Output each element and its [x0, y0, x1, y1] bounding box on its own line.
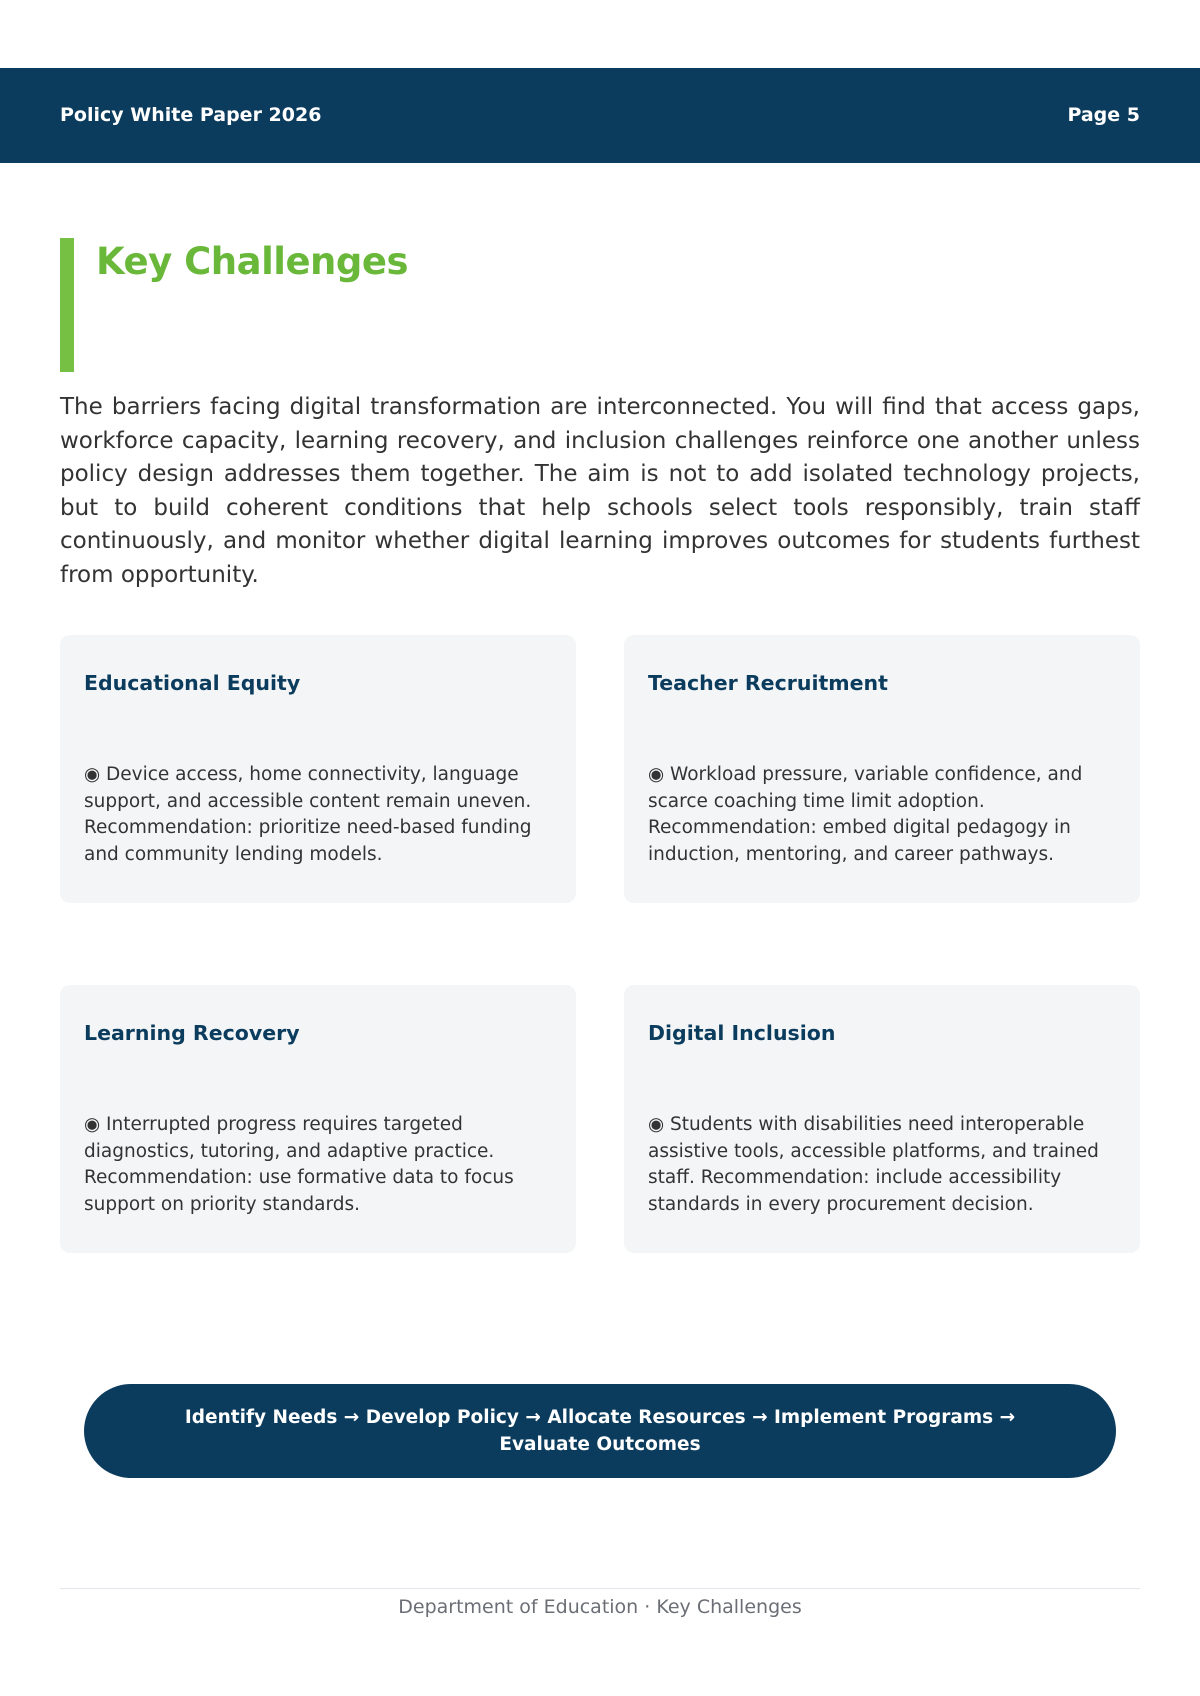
- card-title: Educational Equity: [84, 671, 301, 695]
- card-title: Learning Recovery: [84, 1021, 300, 1045]
- page-footer: Department of Education · Key Challenges: [398, 1596, 802, 1618]
- challenge-card-digital-inclusion: [624, 985, 1140, 1253]
- footer-divider: [60, 1588, 1140, 1589]
- section-title: Key Challenges: [96, 240, 408, 283]
- card-body: ◉ Device access, home connectivity, language support, and accessible content remain uneven. Recommendation: prioritize need-based funding and community lending models.: [84, 764, 532, 866]
- card-body: ◉ Workload pressure, variable confidence, and scarce coaching time limit adoption. Recommendation: embed digital pedagogy in induction, mentoring, and career pathways.: [648, 764, 1083, 866]
- card-body: ◉ Students with disabilities need interoperable assistive tools, accessible platforms, and trained staff. Recommendation: include accessibility standards in every procurement decision.: [648, 1114, 1099, 1216]
- challenge-card-learning-recovery: [60, 985, 576, 1253]
- page-header: [0, 68, 1200, 163]
- page-number: Page 5: [1067, 104, 1140, 126]
- section-accent-bar: [60, 238, 74, 372]
- card-title: Teacher Recruitment: [648, 671, 888, 695]
- process-flow-text: Identify Needs → Develop Policy → Allocate Resources → Implement Programs → Evaluate Outcomes: [184, 1407, 1016, 1455]
- card-title: Digital Inclusion: [648, 1021, 836, 1045]
- challenge-card-teacher-recruitment: [624, 635, 1140, 903]
- challenge-card-equity: [60, 635, 576, 903]
- document-title: Policy White Paper 2026: [60, 104, 322, 126]
- intro-paragraph: The barriers facing digital transformation are interconnected. You will find that access gaps, workforce capacity, learning recovery, and inclusion challenges reinforce one another unless policy design addresses them together. The aim is not to add isolated technology projects, but to build coherent conditions that help schools select tools responsibly, train staff continuously, and monitor whether digital learning improves outcomes for students furthest from opportunity.: [60, 394, 1140, 588]
- card-body: ◉ Interrupted progress requires targeted diagnostics, tutoring, and adaptive practice. Recommendation: use formative data to focus support on priority standards.: [84, 1114, 514, 1216]
- process-flow-banner: [84, 1384, 1116, 1478]
